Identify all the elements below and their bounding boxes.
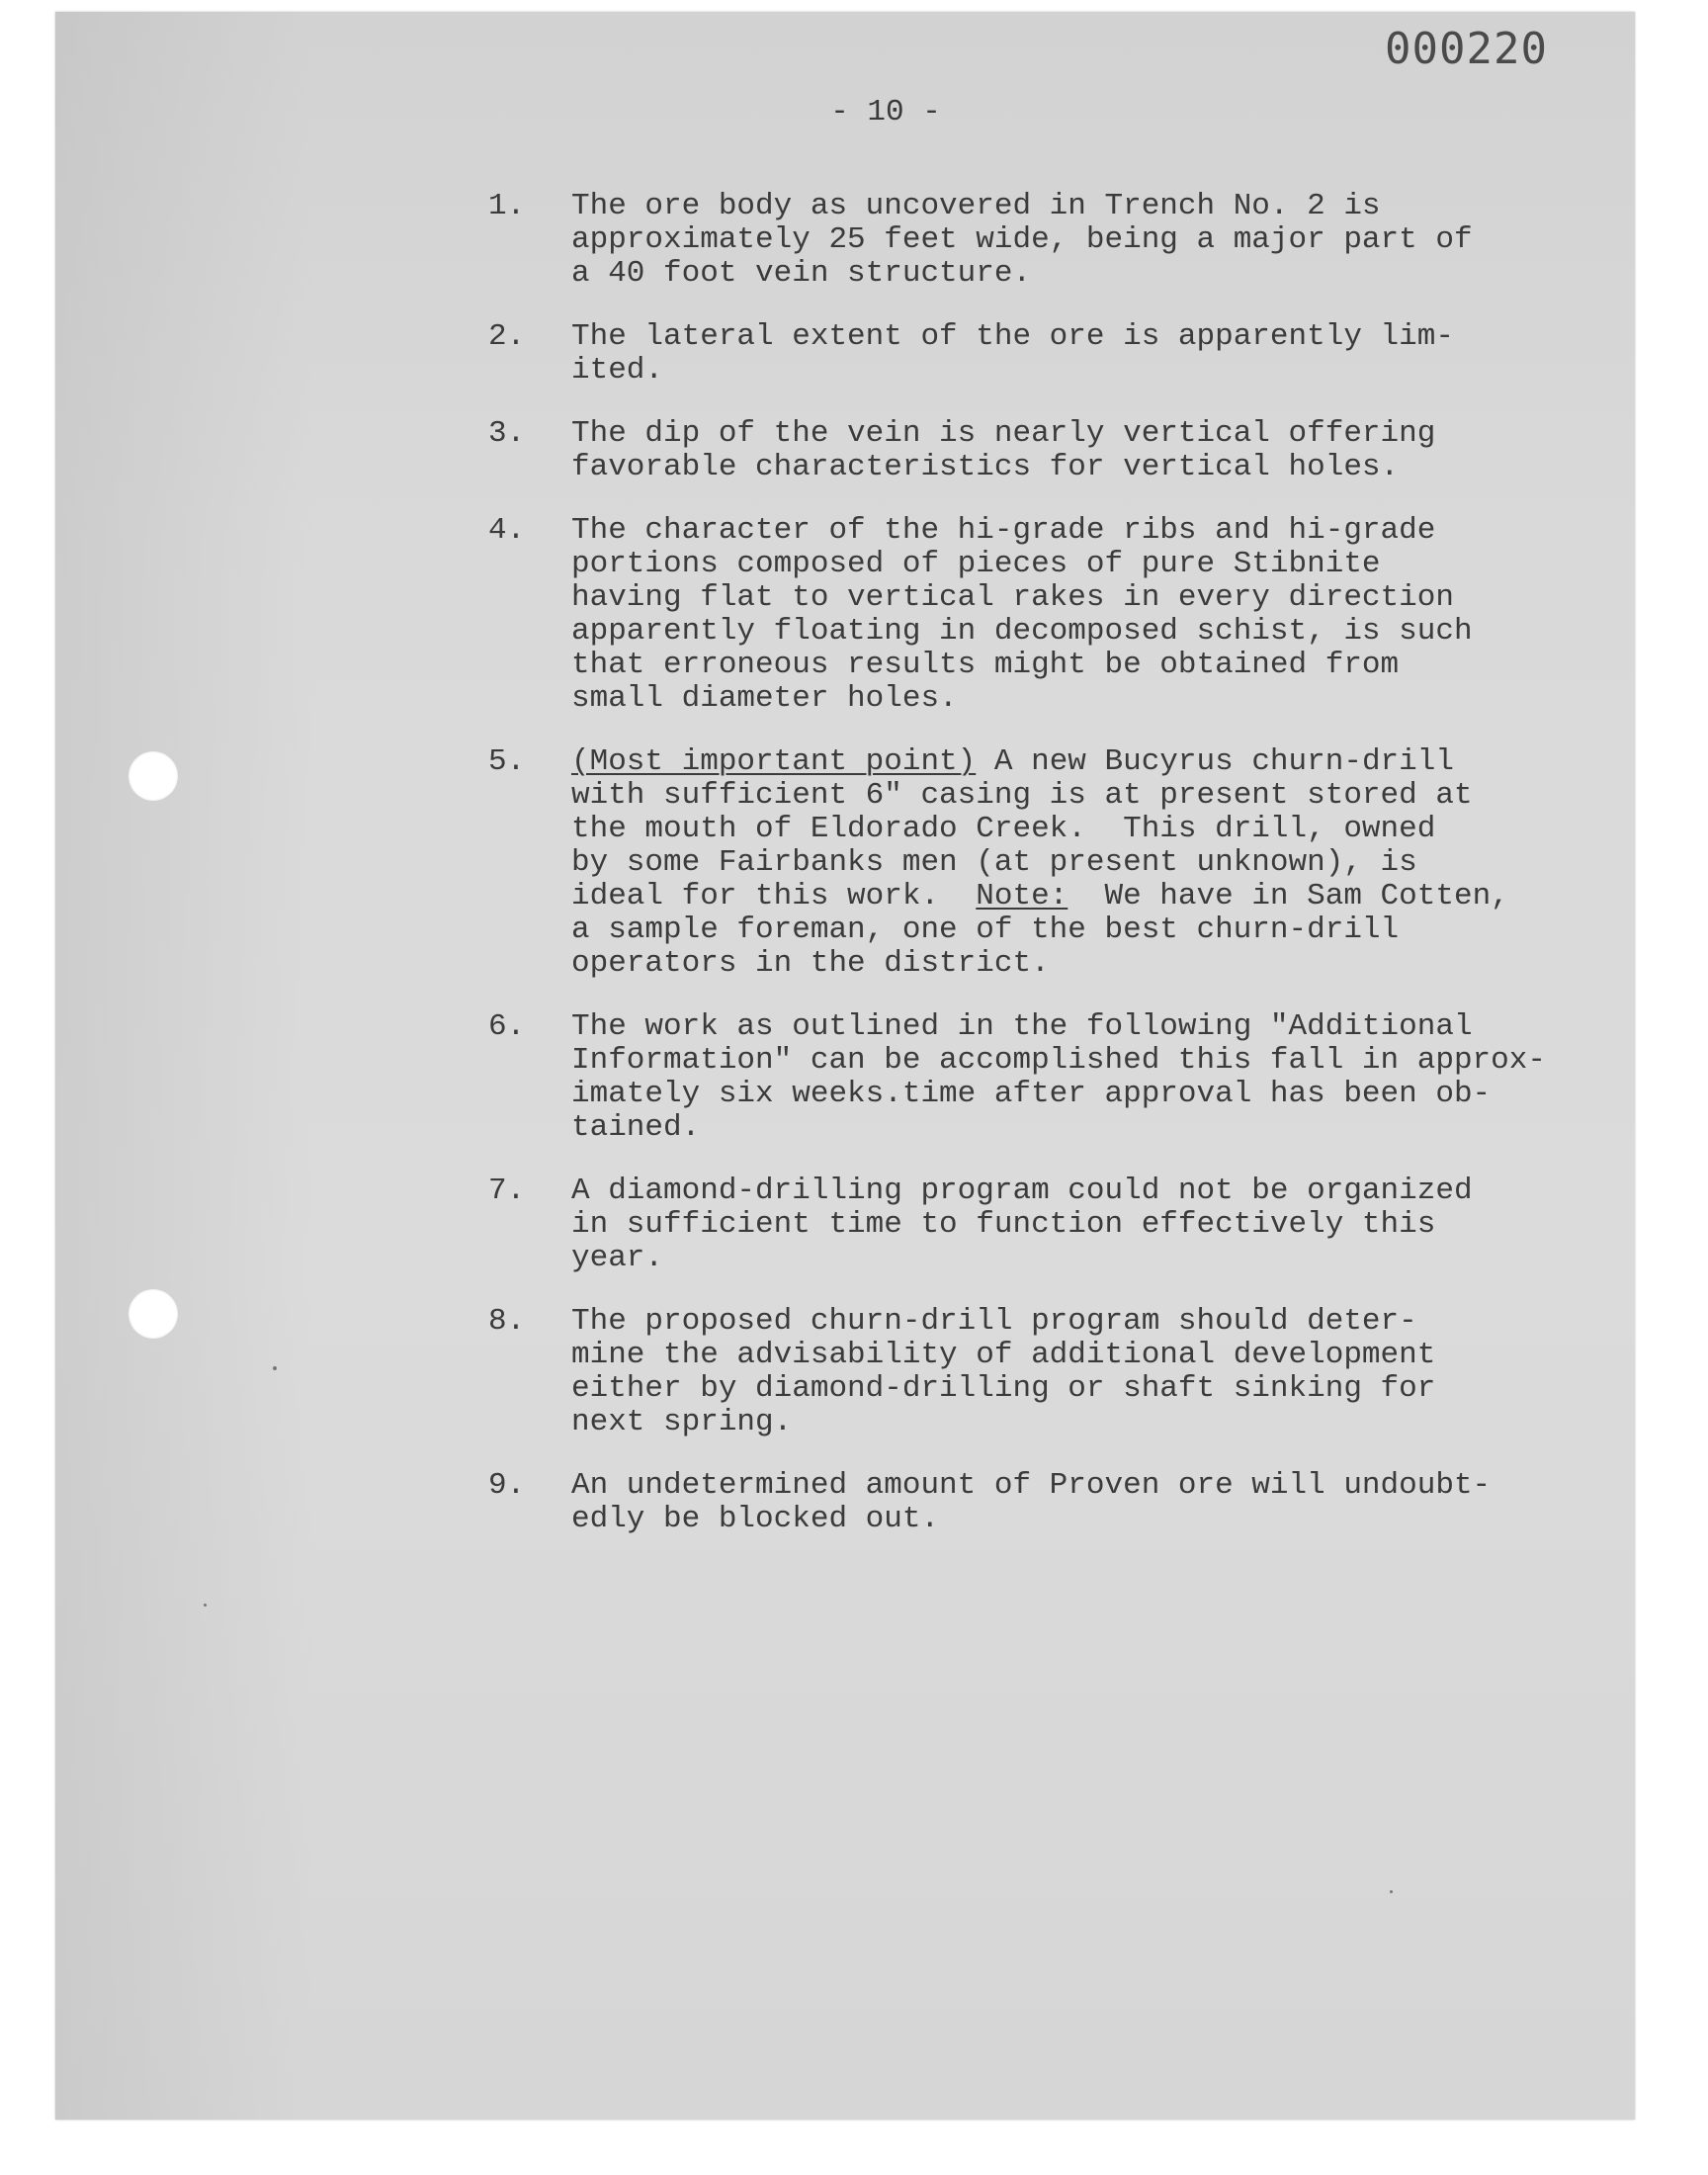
list-item-text — [571, 1010, 1635, 1145]
paper-speck — [1390, 1890, 1393, 1893]
text-line: with sufficient 6" casing is at present stored at — [571, 778, 1473, 813]
paper-speck — [204, 1604, 207, 1607]
text-line: by some Fairbanks men (at present unknown), is — [571, 845, 1417, 880]
list-item-4 — [488, 514, 1635, 716]
list-item-5 — [488, 745, 1635, 981]
list-item-text — [571, 320, 1635, 388]
list-item-text — [571, 417, 1635, 484]
list-item-number: 6. — [488, 1009, 526, 1044]
text-fragment: We have in Sam Cotten, — [1068, 879, 1509, 914]
text-line: Information" can be accomplished this fall in approx- — [571, 1043, 1546, 1078]
text-line: operators in the district. — [571, 946, 1050, 981]
list-item-number: 5. — [488, 744, 526, 779]
text-line: edly be blocked out. — [571, 1502, 940, 1536]
text-line: in sufficient time to function effectively this — [571, 1207, 1436, 1242]
text-line: An undetermined amount of Proven ore will undoubt- — [571, 1468, 1492, 1503]
list-item-number: 7. — [488, 1174, 526, 1208]
text-line: mine the advisability of additional development — [571, 1338, 1436, 1372]
list-item-text — [571, 745, 1635, 981]
text-line: a sample foreman, one of the best churn-drill — [571, 913, 1400, 947]
text-line: The character of the hi-grade ribs and hi-grade — [571, 513, 1436, 548]
list-item-number: 1. — [488, 189, 526, 223]
page-number: - 10 - — [830, 95, 941, 130]
text-line: that erroneous results might be obtained from — [571, 648, 1400, 682]
text-line: The lateral extent of the ore is apparently lim- — [571, 319, 1454, 354]
list-item-7 — [488, 1174, 1635, 1275]
text-line: either by diamond-drilling or shaft sinking for — [571, 1371, 1436, 1406]
text-line: tained. — [571, 1110, 701, 1145]
list-item-6 — [488, 1010, 1635, 1145]
text-line: small diameter holes. — [571, 681, 958, 716]
text-line: portions composed of pieces of pure Stibnite — [571, 547, 1381, 581]
text-line: approximately 25 feet wide, being a major part of — [571, 222, 1473, 257]
text-line — [571, 745, 1635, 779]
text-line: The proposed churn-drill program should deter- — [571, 1304, 1417, 1339]
note-label: Note: — [976, 879, 1068, 914]
list-item-number: 2. — [488, 319, 526, 354]
list-item-text — [571, 1305, 1635, 1439]
list-item-8 — [488, 1305, 1635, 1439]
text-line: The ore body as uncovered in Trench No. 2 is — [571, 189, 1381, 223]
paper-sheet — [55, 12, 1635, 2120]
text-fragment: ideal for this work. — [571, 879, 977, 914]
list-item-text — [571, 1469, 1635, 1536]
text-line: imately six weeks.time after approval has been ob- — [571, 1077, 1492, 1111]
paper-shading — [55, 12, 312, 2120]
text-line: favorable characteristics for vertical holes. — [571, 450, 1400, 484]
list-item-2 — [488, 320, 1635, 388]
list-item-number: 4. — [488, 513, 526, 548]
list-item-text — [571, 514, 1635, 716]
text-line — [571, 880, 1635, 914]
text-line: next spring. — [571, 1405, 793, 1439]
paper-speck — [273, 1366, 277, 1370]
text-line: The work as outlined in the following "Additional — [571, 1009, 1473, 1044]
text-line: year. — [571, 1241, 664, 1275]
text-line: A diamond-drilling program could not be organized — [571, 1174, 1473, 1208]
list-item-text — [571, 190, 1635, 291]
document-stamp-number: 000220 — [1385, 24, 1548, 74]
list-item-number: 3. — [488, 416, 526, 451]
text-fragment: A new Bucyrus churn-drill — [976, 744, 1454, 779]
text-line: The dip of the vein is nearly vertical offering — [571, 416, 1436, 451]
text-line: a 40 foot vein structure. — [571, 256, 1032, 291]
list-item-9 — [488, 1469, 1635, 1536]
emphasis-label: (Most important point) — [571, 744, 977, 779]
text-line: having flat to vertical rakes in every direction — [571, 580, 1454, 615]
numbered-list — [488, 190, 1635, 1566]
punch-hole-icon — [128, 751, 178, 801]
text-line: ited. — [571, 353, 664, 388]
list-item-number: 8. — [488, 1304, 526, 1339]
text-line: apparently floating in decomposed schist, is such — [571, 614, 1473, 649]
list-item-text — [571, 1174, 1635, 1275]
list-item-3 — [488, 417, 1635, 484]
punch-hole-icon — [128, 1289, 178, 1339]
list-item-1 — [488, 190, 1635, 291]
list-item-number: 9. — [488, 1468, 526, 1503]
text-line: the mouth of Eldorado Creek. This drill, owned — [571, 812, 1436, 846]
